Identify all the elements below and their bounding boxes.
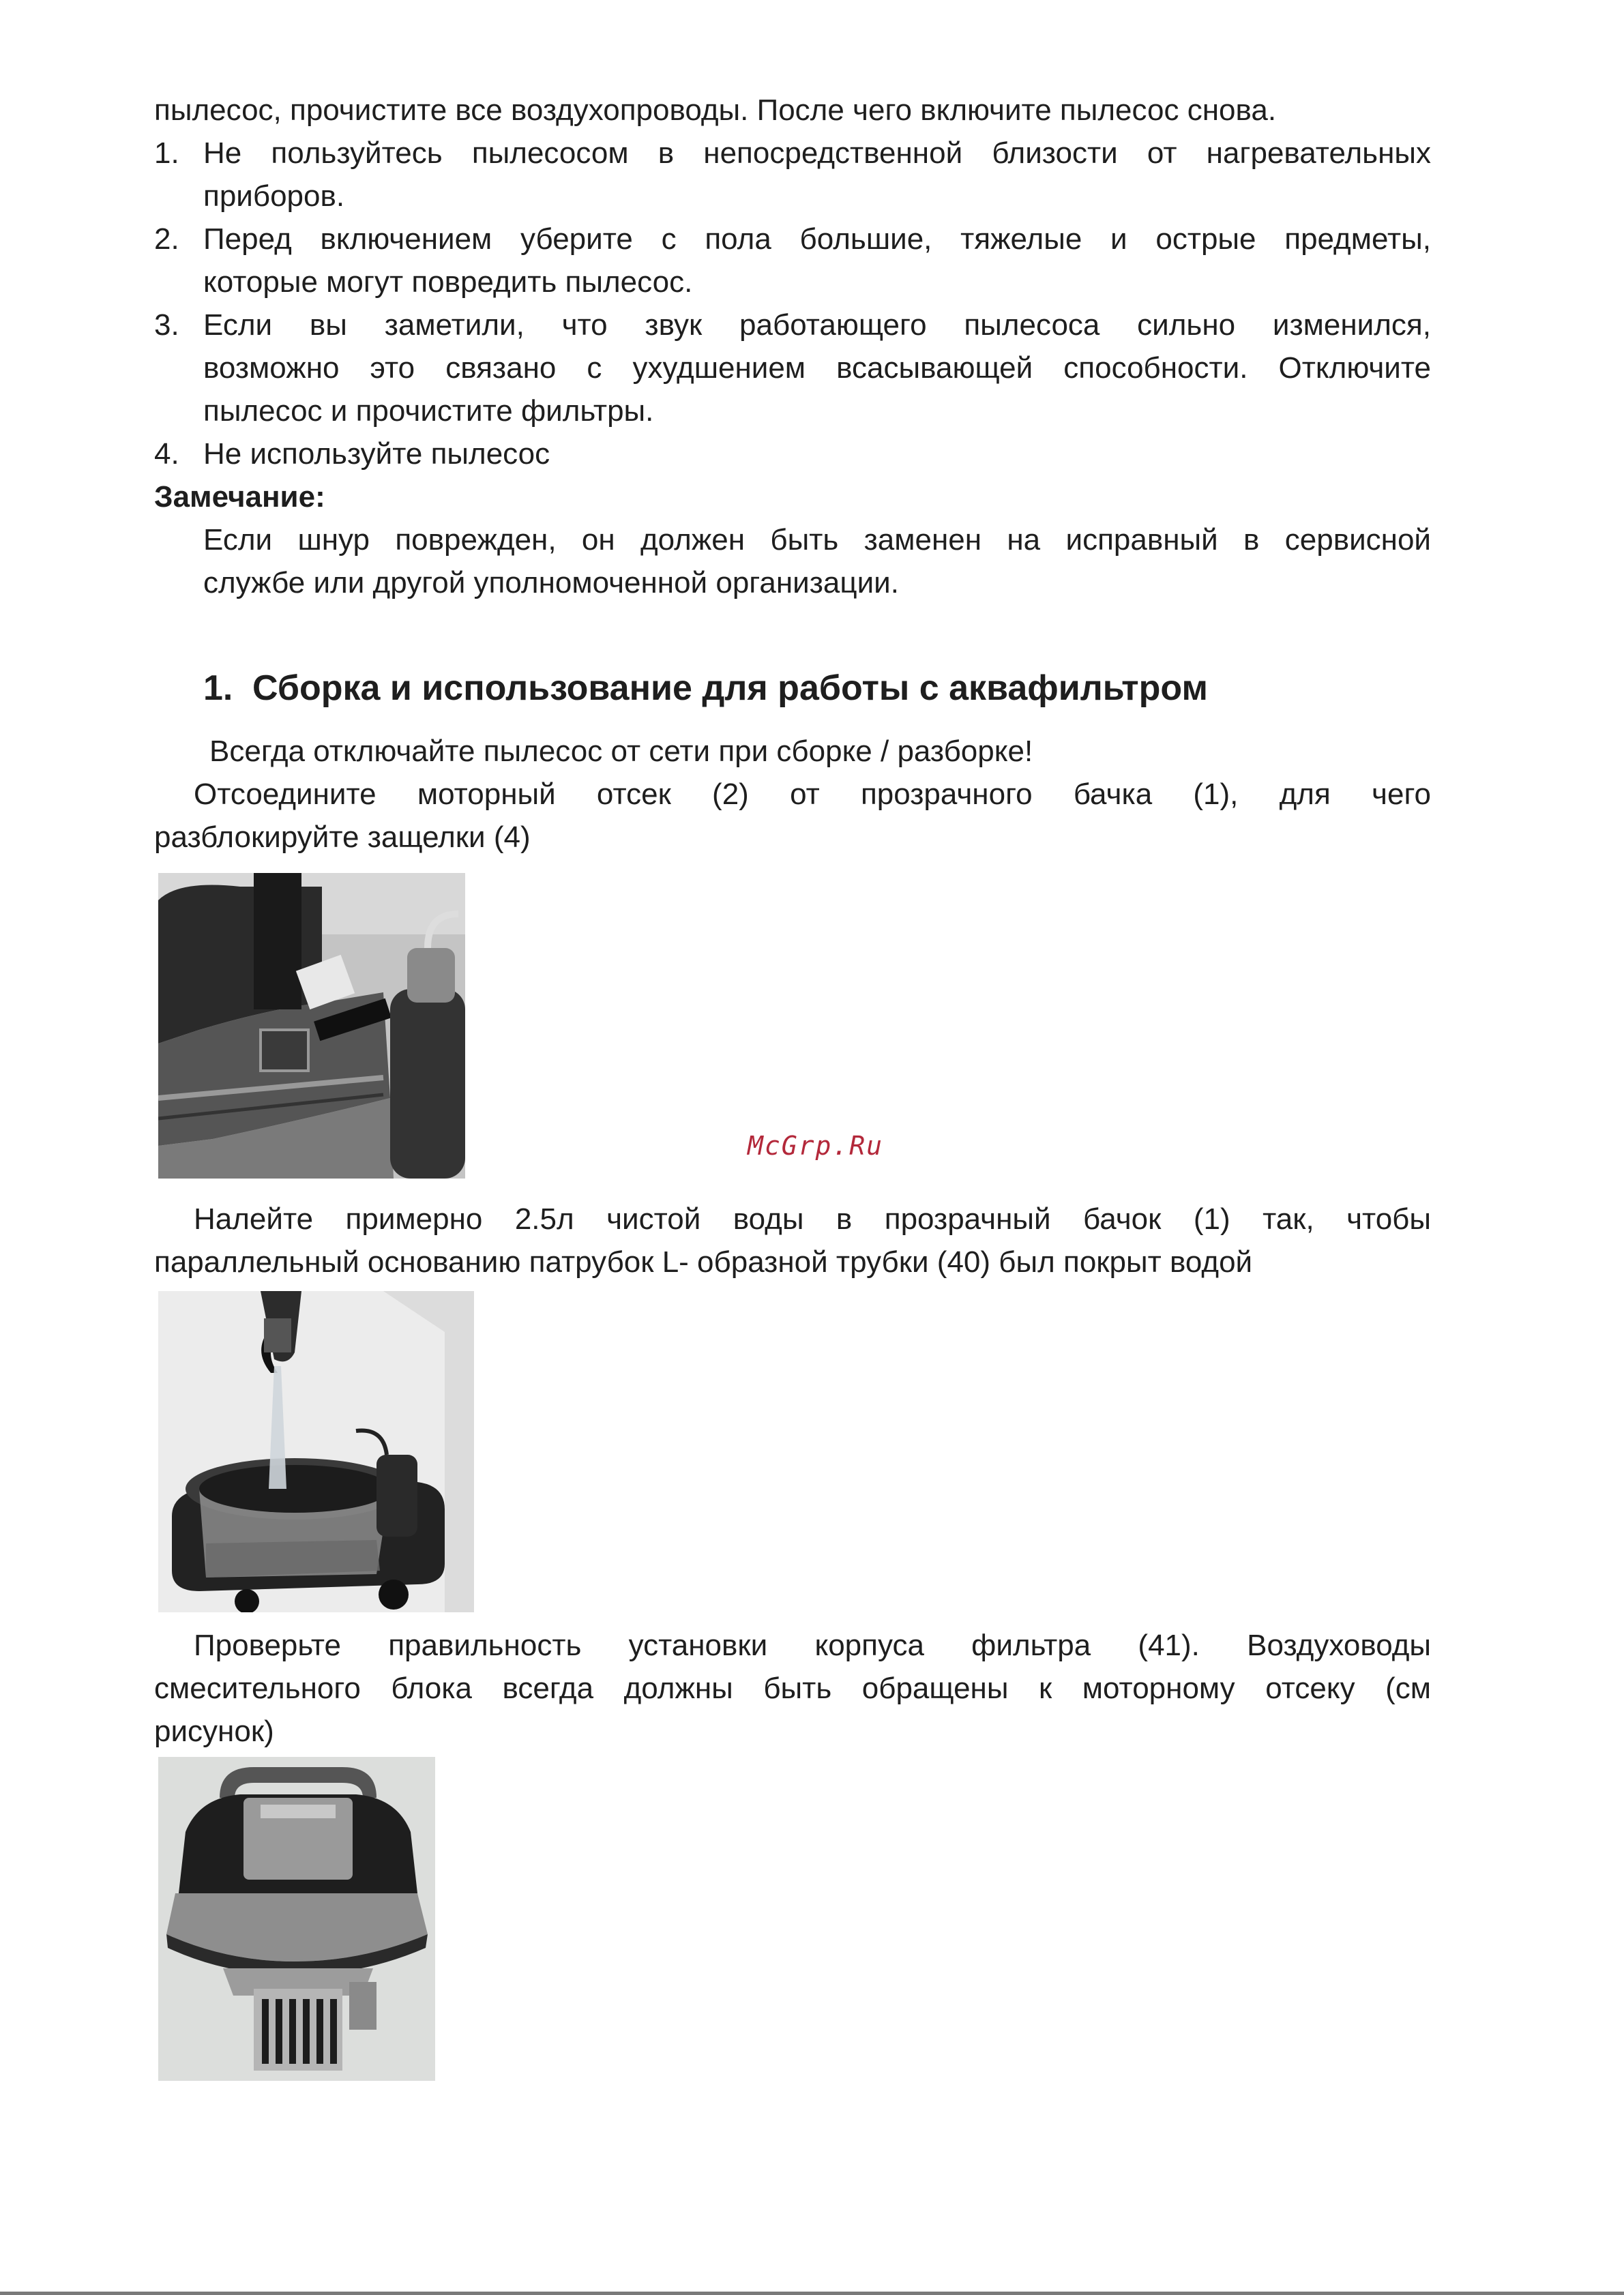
paragraph-line: Проверьте правильность установки корпуса фильтра (41). Воздуховоды [194, 1629, 1431, 1662]
photo-filter-housing-drawing [158, 1757, 435, 2081]
warning-text: Всегда отключайте пылесос от сети при сборке / разборке! [209, 735, 1033, 768]
section-title: Сборка и использование для работы с аквафильтром [252, 668, 1208, 708]
note-text: Если шнур поврежден, он должен быть заменен на исправный в сервисной [203, 523, 1431, 557]
paragraph-line: рисунок) [154, 1715, 274, 1748]
page-bottom-edge [0, 2292, 1624, 2295]
intro-line: пылесос, прочистите все воздухопроводы. После чего включите пылесос снова. [154, 93, 1277, 127]
list-item-text: которые могут повредить пылесос. [203, 265, 693, 299]
list-number: 4. [154, 437, 179, 471]
paragraph-line: разблокируйте защелки (4) [154, 820, 531, 854]
list-item-text: пылесос и прочистите фильтры. [203, 394, 654, 428]
list-number: 1. [154, 136, 179, 170]
paragraph-line: параллельный основанию патрубок L- образной трубки (40) был покрыт водой [154, 1245, 1253, 1279]
list-item-text: Не используйте пылесос [203, 437, 550, 471]
list-item-text: Перед включением уберите с пола большие, тяжелые и острые предметы, [203, 222, 1431, 256]
section-heading [203, 666, 1208, 711]
photo-motor-latches [158, 873, 465, 1179]
section-number: 1. [203, 668, 233, 708]
photo-filter-housing [158, 1757, 435, 2081]
list-number: 2. [154, 222, 179, 256]
paragraph-line: Налейте примерно 2.5л чистой воды в прозрачный бачок (1) так, чтобы [194, 1202, 1431, 1236]
note-label: Замечание: [154, 480, 325, 514]
list-item-text: Не пользуйтесь пылесосом в непосредственной близости от нагревательных [203, 136, 1431, 170]
paragraph-line: смесительного блока всегда должны быть обращены к моторному отсеку (см [154, 1672, 1431, 1705]
note-text: службе или другой уполномоченной организации. [203, 566, 899, 599]
photo-motor-latches-drawing [158, 873, 465, 1179]
list-number: 3. [154, 308, 179, 342]
photo-filling-water [158, 1291, 474, 1612]
photo-filling-water-drawing [158, 1291, 474, 1612]
list-item-text: возможно это связано с ухудшением всасывающей способности. Отключите [203, 351, 1431, 385]
paragraph-line: Отсоедините моторный отсек (2) от прозрачного бачка (1), для чего [194, 778, 1431, 811]
watermark: McGrp.Ru [748, 1131, 884, 1161]
list-item-text: Если вы заметили, что звук работающего пылесоса сильно изменился, [203, 308, 1431, 342]
list-item-text: приборов. [203, 179, 345, 213]
